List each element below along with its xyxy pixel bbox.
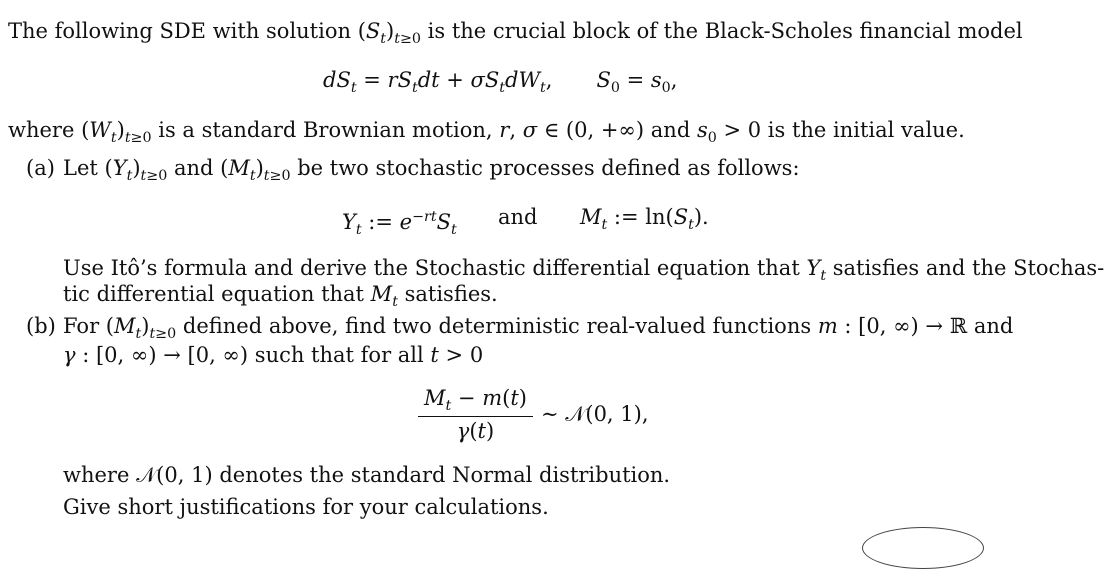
- definition-and: and: [498, 205, 538, 229]
- part-b-label: (b): [26, 314, 56, 338]
- part-b-text-line1: For $(M_t)_{t\ge 0}$ defined above, find two deterministic real-valued functions m : [0, ∞) → ℝ and: [63, 314, 1014, 343]
- distribution-text: ∼ 𝒩(0, 1),: [540, 402, 649, 427]
- normal-distribution-formula: [418, 386, 649, 443]
- intro-text: The following SDE with solution $(S_t)_{t\ge 0}$ is the crucial block of the Black-Scholes financial model: [8, 19, 1023, 48]
- definition-m: $M_t$ := $\ln(S_t)$.: [580, 205, 709, 234]
- sde-equation: $dS_t = rS_tdt + \sigma S_tdW_t$, $S_0 = s_0$,: [323, 68, 678, 97]
- part-b-text-line2: γ : [0, ∞) → [0, ∞) such that for all t > 0: [63, 343, 484, 367]
- part-b-where-text: where 𝒩(0, 1) denotes the standard Normal distribution.: [63, 463, 671, 487]
- definition-y: $Y_t$ := $e^{-rt}S_t$: [342, 209, 457, 239]
- where-brownian-text: where $(W_t)_{t\ge 0}$ is a standard Brownian motion, r, σ ∈ (0, +∞) and $s_0 > 0$ is the initial value.: [8, 118, 965, 147]
- part-a-label: (a): [26, 156, 55, 180]
- fraction: $\frac{M_t - m(t)}{\gamma(t)}$: [418, 386, 533, 443]
- part-a-text: Let $(Y_t)_{t\ge 0}$ and $(M_t)_{t\ge 0}$ be two stochastic processes defined as follows:: [63, 156, 800, 185]
- cutoff-mark: [862, 527, 984, 569]
- part-a-instruction-line2: tic differential equation that $M_t$ satisfies.: [63, 282, 498, 311]
- part-a-instruction-line1: Use Itô’s formula and derive the Stochastic differential equation that $Y_t$ satisfies and the Stochas-: [63, 256, 1104, 285]
- part-b-justify-text: Give short justifications for your calculations.: [63, 495, 549, 519]
